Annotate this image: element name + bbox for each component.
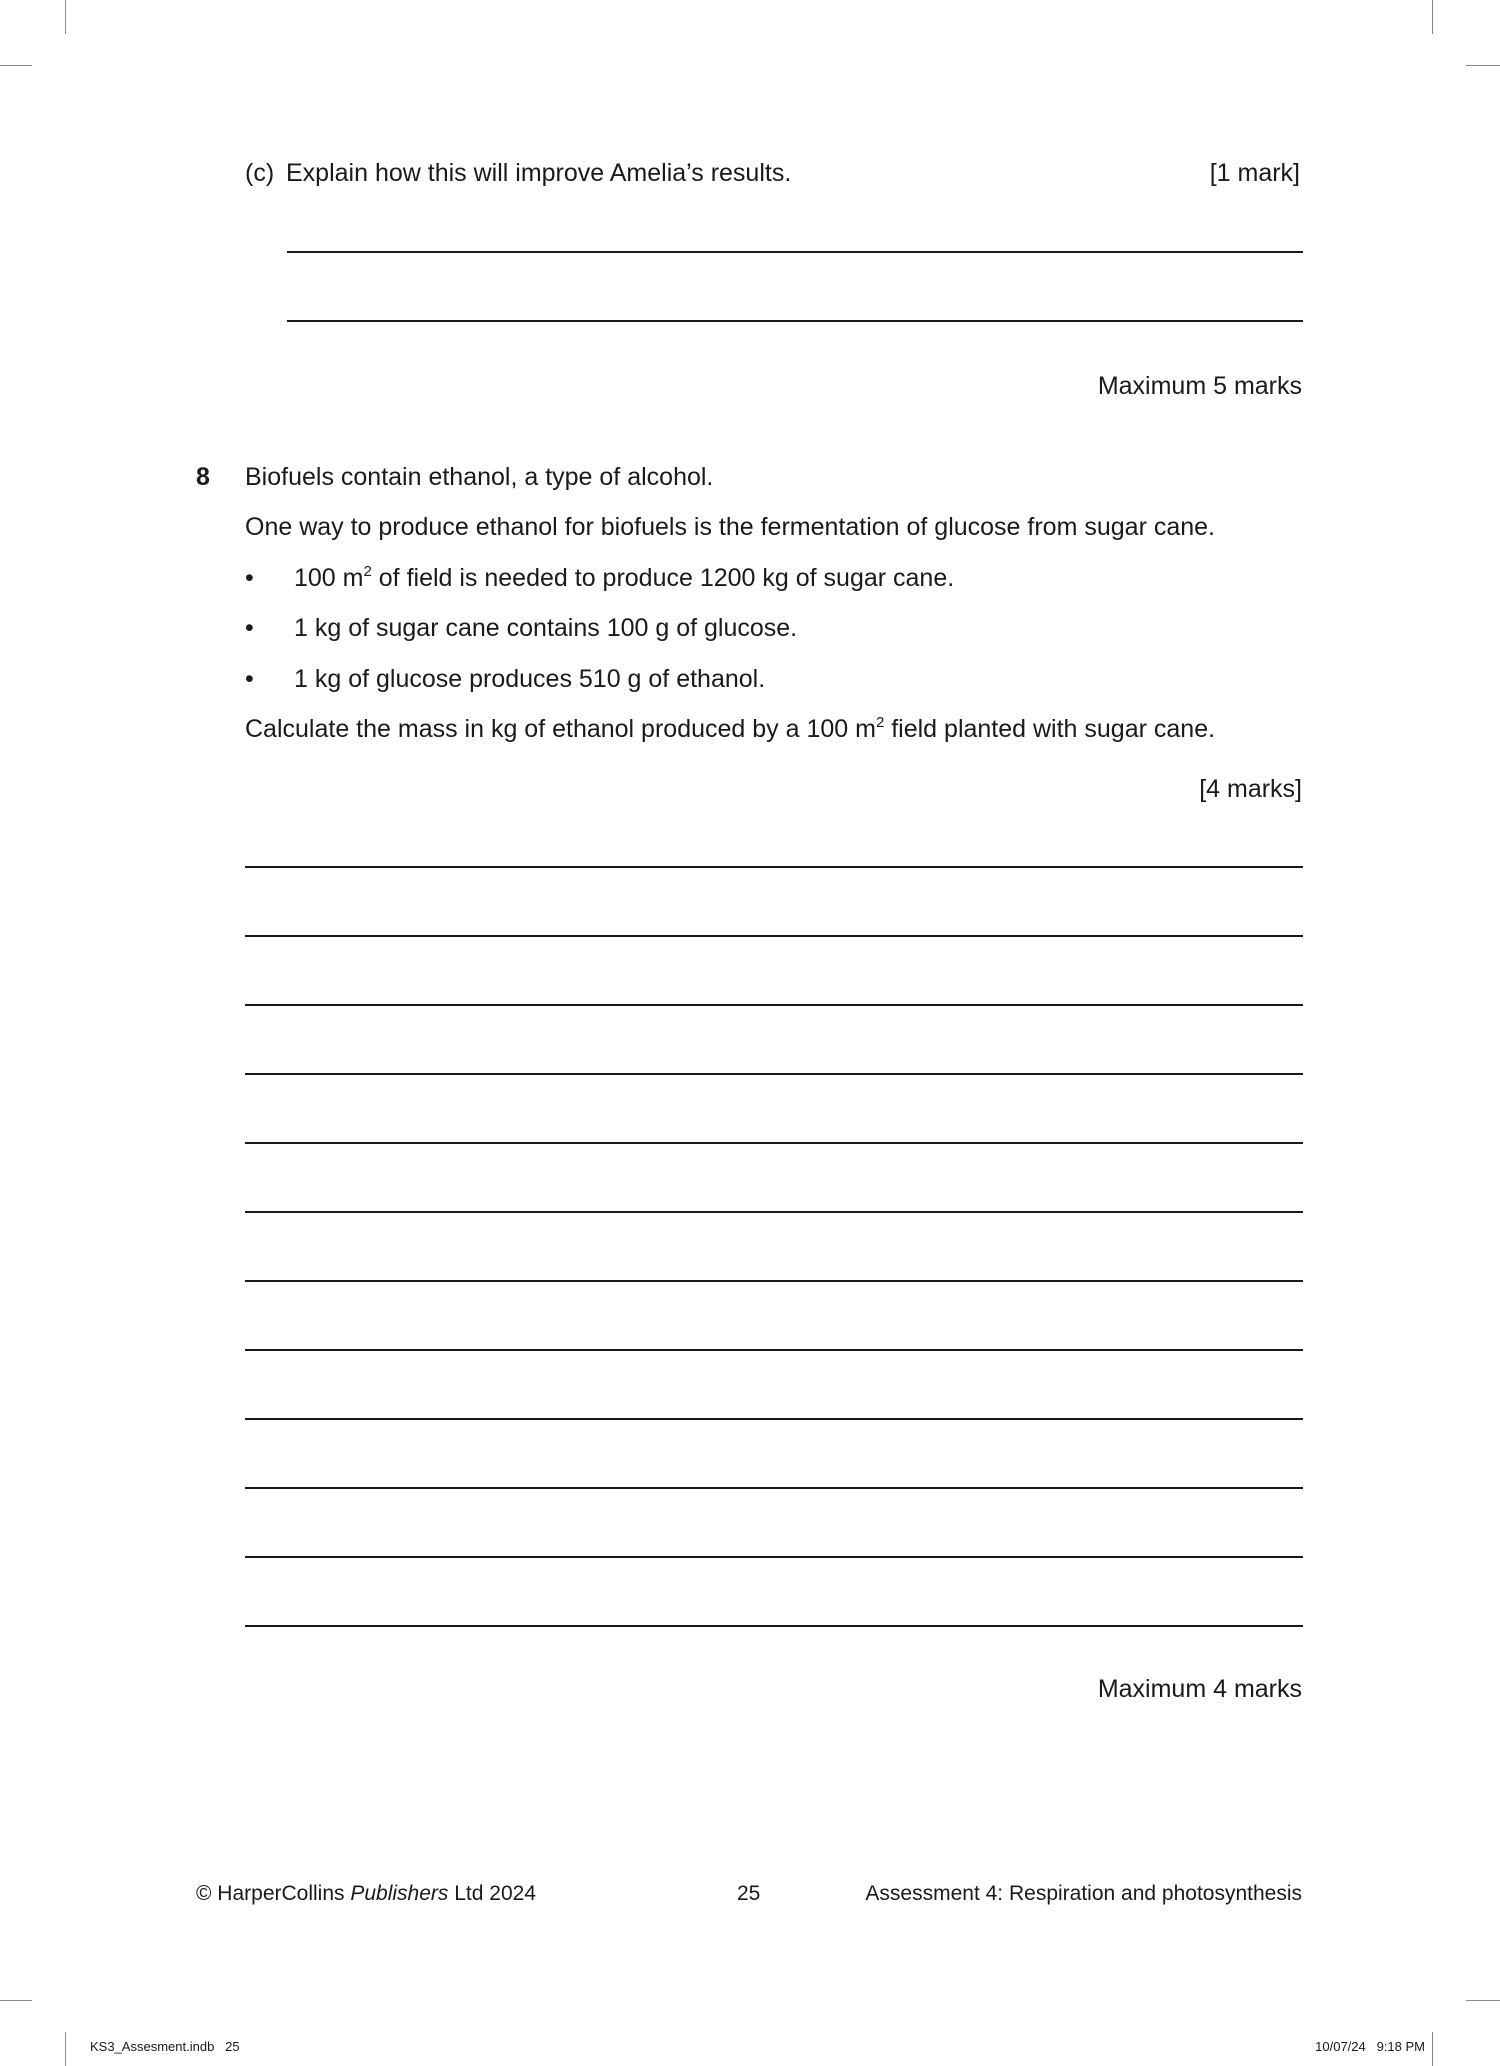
part-c-marks: [1 mark] (1209, 159, 1300, 187)
page-number: 25 (737, 1882, 761, 1905)
crop-mark-top-left-v (65, 0, 66, 34)
crop-mark-top-right-h (1466, 65, 1500, 66)
question-8-answer-line[interactable] (245, 1625, 1303, 1627)
question-7-maximum-marks: Maximum 5 marks (1097, 372, 1302, 400)
bullet-symbol: • (245, 665, 254, 693)
bullet-item: 100 $m^2$ of field is needed to produce 1200 kg of sugar cane. (294, 563, 955, 592)
question-8-context: One way to produce ethanol for biofuels is the fermentation of glucose from sugar cane. (245, 513, 1215, 541)
bullet-item: 1 kg of glucose produces 510 g of ethanol. (294, 665, 766, 693)
crop-mark-bottom-right-h (1466, 2000, 1500, 2001)
question-8-answer-line[interactable] (245, 1073, 1303, 1075)
crop-mark-top-right-v (1432, 0, 1433, 34)
question-8-answer-line[interactable] (245, 935, 1303, 937)
crop-mark-top-left-h (0, 65, 32, 66)
question-8-number: 8 (196, 463, 210, 491)
question-8-answer-line[interactable] (245, 1556, 1303, 1558)
question-8-answer-line[interactable] (245, 1487, 1303, 1489)
question-8-task: Calculate the mass in kg of ethanol produced by a 100 $m^2$ field planted with sugar cane. (245, 714, 1216, 743)
question-8-answer-line[interactable] (245, 1142, 1303, 1144)
question-8-answer-line[interactable] (245, 1280, 1303, 1282)
crop-mark-bottom-left-h (0, 2000, 32, 2001)
crop-mark-bottom-left-v (65, 2032, 66, 2066)
question-8-answer-line[interactable] (245, 1349, 1303, 1351)
question-8-answer-line[interactable] (245, 1418, 1303, 1420)
slug-timestamp: 10/07/24 9:18 PM (1315, 2039, 1425, 2054)
slug-file: KS3_Assesment.indb 25 (90, 2039, 240, 2054)
question-8-intro: Biofuels contain ethanol, a type of alcohol. (245, 463, 714, 491)
copyright: © HarperCollins Publishers Ltd 2024 (196, 1882, 537, 1905)
question-8-answer-line[interactable] (245, 866, 1303, 868)
section-title: Assessment 4: Respiration and photosynthesis (865, 1882, 1302, 1905)
question-8-marks: [4 marks] (1199, 775, 1302, 803)
bullet-symbol: • (245, 614, 254, 642)
bullet-symbol: • (245, 564, 254, 592)
part-c-answer-line[interactable] (287, 320, 1303, 322)
question-8-answer-line[interactable] (245, 1211, 1303, 1213)
bullet-item: 1 kg of sugar cane contains 100 g of glucose. (294, 614, 798, 642)
crop-mark-bottom-right-v (1432, 2032, 1433, 2066)
question-8-answer-line[interactable] (245, 1004, 1303, 1006)
part-c-question: Explain how this will improve Amelia’s results. (286, 159, 792, 187)
part-c-label: (c) (245, 159, 275, 187)
question-8-maximum-marks: Maximum 4 marks (1097, 1675, 1302, 1703)
part-c-answer-line[interactable] (287, 251, 1303, 253)
